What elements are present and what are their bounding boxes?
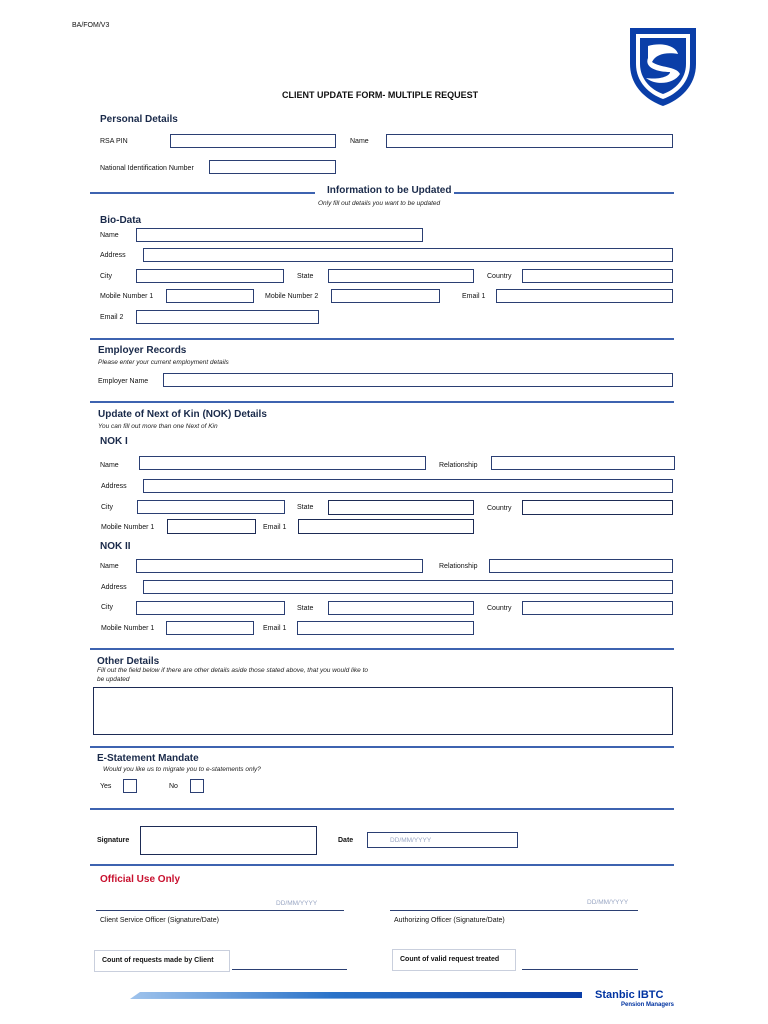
bio-address-label: Address [100, 252, 126, 259]
nok2-city-label: City [101, 604, 114, 611]
nok2-name-label: Name [100, 563, 119, 570]
bio-address-field[interactable] [143, 248, 673, 262]
nok1-state-field[interactable] [328, 500, 474, 515]
footer-swoosh-icon [130, 990, 582, 1000]
info-heading: Information to be Updated [327, 185, 452, 196]
count-client-box [94, 950, 230, 972]
count-client-label: Count of requests made by Client [102, 957, 214, 964]
rsa-pin-field[interactable] [170, 134, 336, 148]
nok1-relationship-label: Relationship [439, 462, 478, 469]
nok2-mobile1-field[interactable] [166, 621, 254, 635]
bio-mobile2-label: Mobile Number 2 [265, 293, 319, 300]
other-details-heading: Other Details [97, 656, 160, 667]
count-valid-line[interactable] [522, 969, 638, 970]
nok1-name-label: Name [100, 462, 119, 469]
nok1-city-field[interactable] [137, 500, 285, 514]
nok2-email1-field[interactable] [297, 621, 474, 635]
employer-note: Please enter your current employment details [98, 359, 229, 366]
nok-heading: Update of Next of Kin (NOK) Details [98, 409, 267, 420]
nok1-mobile1-label: Mobile Number 1 [101, 524, 155, 531]
personal-details-heading: Personal Details [100, 114, 178, 125]
employer-name-label: Employer Name [98, 378, 149, 385]
divider [90, 648, 674, 650]
nok2-address-field[interactable] [143, 580, 673, 594]
bio-state-label: State [297, 273, 314, 280]
nin-field[interactable] [209, 160, 336, 174]
divider [90, 401, 674, 403]
nin-label: National Identification Number [100, 165, 194, 172]
signature-label: Signature [97, 837, 130, 844]
personal-name-field[interactable] [386, 134, 673, 148]
bio-city-field[interactable] [136, 269, 284, 283]
other-details-note-1: Fill out the field below if there are other details aside those stated above, that you would like to [97, 667, 368, 674]
document-code: BA/FOM/V3 [72, 22, 110, 29]
nok1-state-label: State [297, 504, 314, 511]
bio-mobile1-field[interactable] [166, 289, 254, 303]
ao-label: Authorizing Officer (Signature/Date) [394, 917, 505, 924]
no-checkbox[interactable] [190, 779, 204, 793]
rsa-pin-label: RSA PIN [100, 138, 128, 145]
nok2-relationship-field[interactable] [489, 559, 673, 573]
bio-mobile1-label: Mobile Number 1 [100, 293, 154, 300]
employer-name-field[interactable] [163, 373, 673, 387]
nok-note: You can fill out more than one Next of Kin [98, 423, 218, 430]
bio-email2-field[interactable] [136, 310, 319, 324]
nok1-name-field[interactable] [139, 456, 426, 470]
cso-date-placeholder: DD/MM/YYYY [276, 900, 318, 907]
nok2-email1-label: Email 1 [263, 625, 287, 632]
nok2-relationship-label: Relationship [439, 563, 478, 570]
nok1-mobile1-field[interactable] [167, 519, 256, 534]
nok2-address-label: Address [101, 584, 127, 591]
estatement-heading: E-Statement Mandate [97, 753, 199, 764]
divider [90, 338, 674, 340]
bio-email1-field[interactable] [496, 289, 673, 303]
brand-name: Stanbic IBTC [595, 989, 664, 1001]
bio-country-label: Country [487, 273, 512, 280]
nok1-address-label: Address [101, 483, 127, 490]
bio-state-field[interactable] [328, 269, 474, 283]
date-placeholder: DD/MM/YYYY [390, 837, 432, 844]
divider [90, 808, 674, 810]
cso-signature-line[interactable] [96, 910, 344, 911]
yes-label: Yes [100, 783, 112, 790]
biodata-heading: Bio-Data [100, 215, 142, 226]
bio-name-label: Name [100, 232, 119, 239]
other-details-note-2: be updated [97, 676, 130, 683]
nok2-title: NOK II [100, 541, 131, 552]
no-label: No [169, 783, 178, 790]
nok1-relationship-field[interactable] [491, 456, 675, 470]
divider [454, 192, 674, 194]
personal-name-label: Name [350, 138, 369, 145]
official-use-heading: Official Use Only [100, 874, 181, 885]
nok1-address-field[interactable] [143, 479, 673, 493]
divider [90, 864, 674, 866]
cso-label: Client Service Officer (Signature/Date) [100, 917, 219, 924]
date-label: Date [338, 837, 354, 844]
ao-signature-line[interactable] [390, 910, 638, 911]
nok2-country-label: Country [487, 605, 512, 612]
count-valid-label: Count of valid request treated [400, 956, 500, 963]
nok2-mobile1-label: Mobile Number 1 [101, 625, 155, 632]
brand-tagline: Pension Managers [621, 1002, 675, 1008]
nok2-name-field[interactable] [136, 559, 423, 573]
count-client-line[interactable] [232, 969, 347, 970]
bio-email1-label: Email 1 [462, 293, 486, 300]
count-valid-box [392, 949, 516, 971]
info-note: Only fill out details you want to be updated [318, 200, 441, 207]
date-field[interactable] [367, 832, 518, 848]
bio-city-label: City [100, 273, 113, 280]
bio-name-field[interactable] [136, 228, 423, 242]
nok2-country-field[interactable] [522, 601, 673, 615]
ao-date-placeholder: DD/MM/YYYY [587, 899, 629, 906]
divider [90, 192, 315, 194]
nok1-email1-label: Email 1 [263, 524, 287, 531]
signature-field[interactable] [140, 826, 317, 855]
nok2-state-label: State [297, 605, 314, 612]
other-details-textarea[interactable] [93, 687, 673, 735]
nok1-email1-field[interactable] [298, 519, 474, 534]
yes-checkbox[interactable] [123, 779, 137, 793]
bio-mobile2-field[interactable] [331, 289, 440, 303]
nok1-title: NOK I [100, 436, 128, 447]
nok1-city-label: City [101, 504, 114, 511]
bank-logo-icon [626, 24, 700, 108]
estatement-question: Would you like us to migrate you to e-statements only? [103, 766, 261, 773]
bio-email2-label: Email 2 [100, 314, 124, 321]
employer-heading: Employer Records [98, 345, 187, 356]
divider [90, 746, 674, 748]
form-title: CLIENT UPDATE FORM- MULTIPLE REQUEST [282, 90, 479, 100]
nok2-state-field[interactable] [328, 601, 474, 615]
nok1-country-field[interactable] [522, 500, 673, 515]
nok2-city-field[interactable] [136, 601, 285, 615]
bio-country-field[interactable] [522, 269, 673, 283]
nok1-country-label: Country [487, 505, 512, 512]
